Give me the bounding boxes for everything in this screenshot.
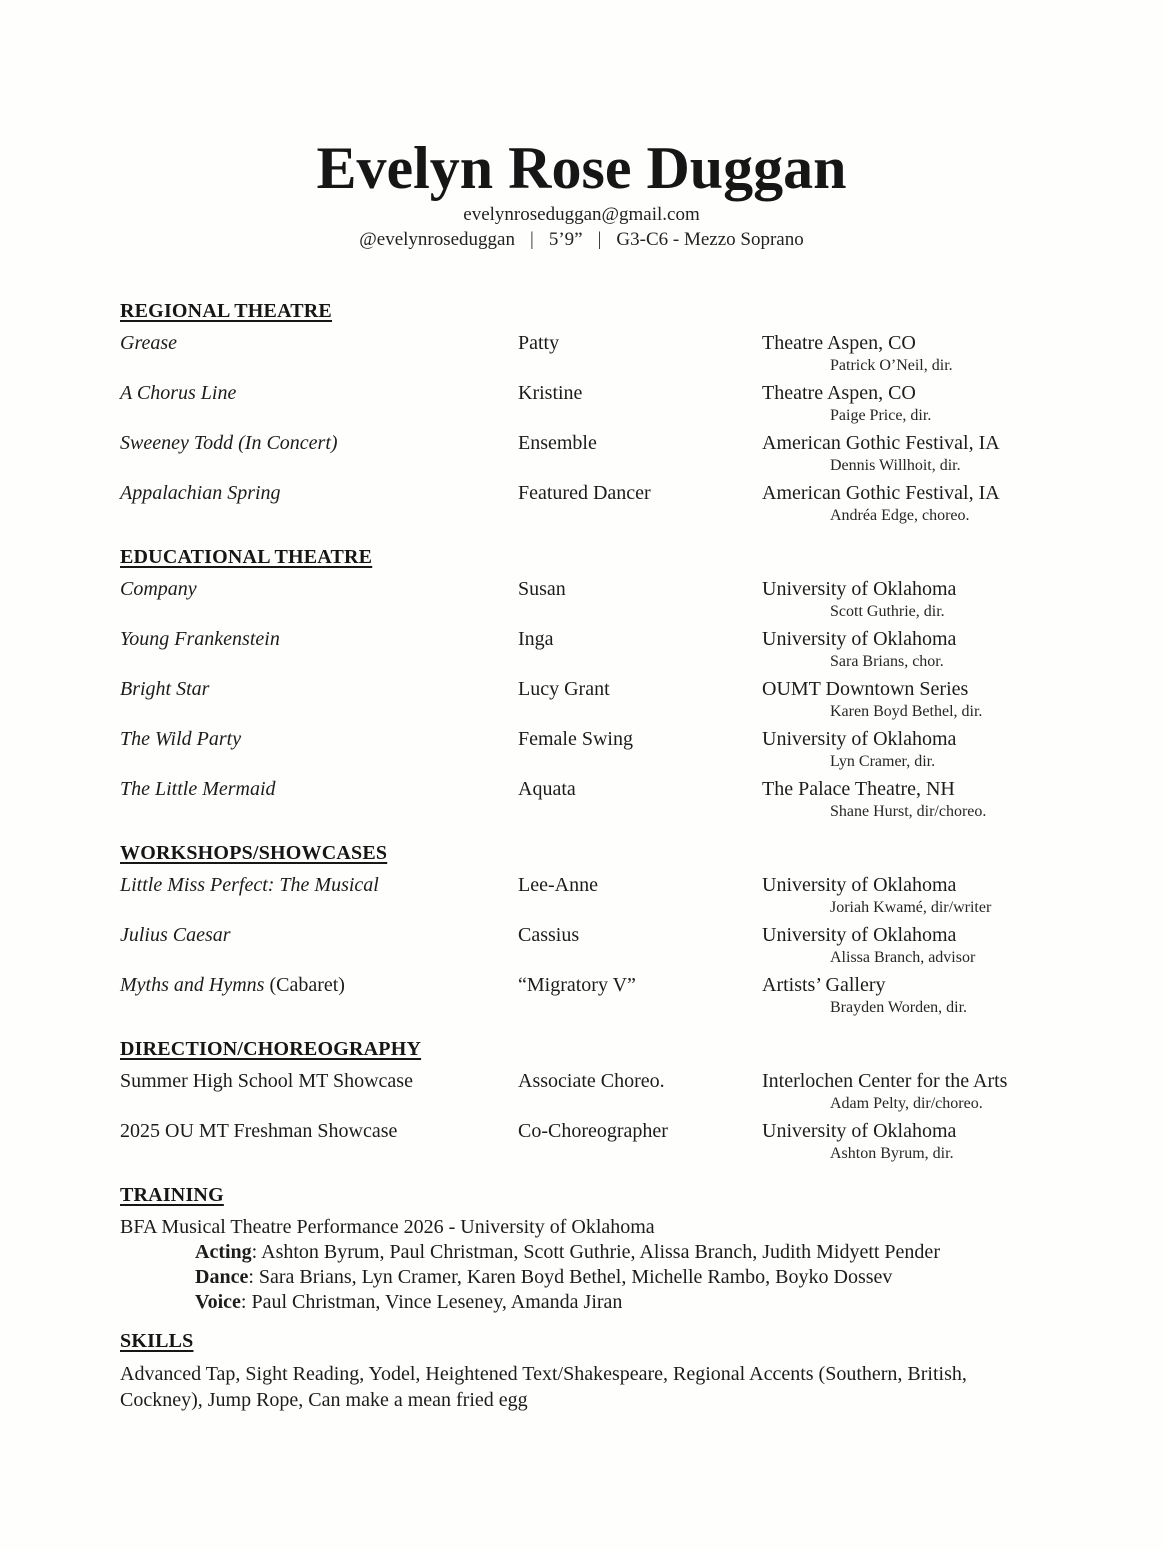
show-title: Bright Star [120,678,210,700]
show-title: The Little Mermaid [120,778,276,800]
venue-text: Theatre Aspen, CO [762,382,916,404]
role-text: Female Swing [518,728,633,750]
resume-header [100,135,1063,253]
show-cell [120,431,518,455]
show-title: The Wild Party [120,728,242,750]
credit-text: Sara Brians, chor. [830,653,944,670]
show-cell [120,1119,518,1143]
role-text: Lee-Anne [518,874,598,896]
venue-text: Artists’ Gallery [762,974,886,996]
credit-text: Shane Hurst, dir/choreo. [830,803,987,820]
role-text: “Migratory V” [518,974,636,996]
section-title: TRAINING [120,1184,224,1206]
training-value: : Paul Christman, Vince Leseney, Amanda Jiran [240,1291,623,1313]
credit-text: Alissa Branch, advisor [830,949,976,966]
show-cell [120,873,518,897]
credit-text: Patrick O’Neil, dir. [830,357,953,374]
role-text: Featured Dancer [518,482,651,504]
training-value: : Sara Brians, Lyn Cramer, Karen Boyd Bethel, Michelle Rambo, Boyko Dossev [248,1266,893,1288]
venue-text: American Gothic Festival, IA [762,432,1000,454]
venue-text: University of Oklahoma [762,874,957,896]
venue-text: University of Oklahoma [762,578,957,600]
show-title: 2025 OU MT Freshman Showcase [120,1120,398,1142]
training-label: Acting [195,1241,252,1263]
separator-pipe: | [530,229,534,250]
contact-line [100,227,1063,253]
show-cell [120,973,518,997]
role-text: Patty [518,332,560,354]
credit-row [120,381,1063,431]
venue-text: University of Oklahoma [762,728,957,750]
credit-text: Paige Price, dir. [830,407,932,424]
credit-text: Dennis Willhoit, dir. [830,457,961,474]
venue-text: Theatre Aspen, CO [762,332,916,354]
credit-text: Karen Boyd Bethel, dir. [830,703,983,720]
training-label: Dance [195,1266,249,1288]
person-name: Evelyn Rose Duggan [316,135,847,201]
credit-row [120,627,1063,677]
venue-text: University of Oklahoma [762,1120,957,1142]
show-title: Grease [120,332,178,354]
show-title: Appalachian Spring [120,482,281,504]
credit-text: Scott Guthrie, dir. [830,603,945,620]
credit-text: Joriah Kwamé, dir/writer [830,899,992,916]
training-label: Voice [195,1291,241,1313]
credit-row [120,873,1063,923]
credit-row [120,577,1063,627]
section-title: WORKSHOPS/SHOWCASES [120,842,388,864]
show-suffix: (Cabaret) [264,974,345,996]
role-text: Inga [518,628,554,650]
show-title: Company [120,578,197,600]
role-text: Ensemble [518,432,597,454]
show-cell [120,331,518,355]
separator-pipe: | [597,229,602,250]
role-text: Susan [518,578,566,600]
section-regional-theatre [120,299,1063,531]
venue-text: Interlochen Center for the Arts [762,1070,1008,1092]
role-text: Co-Choreographer [518,1120,668,1142]
credit-row [120,973,1063,1023]
show-title: A Chorus Line [120,382,237,404]
credit-text: Lyn Cramer, dir. [830,753,936,770]
venue-text: The Palace Theatre, NH [762,778,955,800]
section-title: DIRECTION/CHOREOGRAPHY [120,1038,422,1060]
credit-text: Adam Pelty, dir/choreo. [830,1095,983,1112]
role-text: Aquata [518,778,576,800]
section-educational-theatre [120,545,1063,827]
degree-text: BFA Musical Theatre Performance 2026 - University of Oklahoma [120,1216,655,1238]
show-title: Julius Caesar [120,924,231,946]
training-value: : Ashton Byrum, Paul Christman, Scott Guthrie, Alissa Branch, Judith Midyett Pender [251,1241,940,1263]
credit-row [120,1119,1063,1169]
show-cell [120,677,518,701]
social-handle: @evelynroseduggan [359,229,515,250]
credit-row [120,677,1063,727]
credit-row [120,777,1063,827]
section-workshops-showcases [120,841,1063,1023]
show-cell [120,381,518,405]
credit-text: Andréa Edge, choreo. [830,507,970,524]
vocal-range-text: G3-C6 - Mezzo Soprano [616,229,804,250]
credit-row [120,431,1063,481]
show-title: Myths and Hymns [120,974,265,996]
role-text: Associate Choreo. [518,1070,665,1092]
show-cell [120,923,518,947]
section-skills [120,1329,1063,1413]
skills-text: Advanced Tap, Sight Reading, Yodel, Heightened Text/Shakespeare, Regional Accents (Southern, British, Cockney), Jump Rope, Can make a mean fried egg [120,1363,967,1411]
venue-text: OUMT Downtown Series [762,678,969,700]
show-title: Little Miss Perfect: The Musical [120,874,379,896]
credit-text: Ashton Byrum, dir. [830,1145,954,1162]
credit-text: Brayden Worden, dir. [830,999,968,1016]
venue-text: University of Oklahoma [762,628,957,650]
training-item-dance [120,1265,1063,1290]
role-text: Cassius [518,924,580,946]
section-training [120,1183,1063,1315]
email-text: evelynroseduggan@gmail.com [463,204,700,225]
venue-text: American Gothic Festival, IA [762,482,1000,504]
resume-body [120,299,1063,1413]
show-title: Sweeney Todd (In Concert) [120,432,338,454]
height-text: 5’9” [548,229,583,250]
training-item-voice [120,1290,1063,1315]
role-text: Kristine [518,382,583,404]
show-title: Summer High School MT Showcase [120,1070,413,1092]
credit-row [120,923,1063,973]
show-cell [120,727,518,751]
section-title: EDUCATIONAL THEATRE [120,546,373,568]
venue-text: University of Oklahoma [762,924,957,946]
credit-row [120,331,1063,381]
credit-row [120,481,1063,531]
role-text: Lucy Grant [518,678,610,700]
show-cell [120,481,518,505]
training-item-acting [120,1240,1063,1265]
section-title: SKILLS [120,1330,194,1352]
show-title: Young Frankenstein [120,628,280,650]
show-cell [120,777,518,801]
show-cell [120,1069,518,1093]
credit-row [120,727,1063,777]
section-title: REGIONAL THEATRE [120,300,332,322]
credit-row [120,1069,1063,1119]
show-cell [120,627,518,651]
section-direction-choreography [120,1037,1063,1169]
show-cell [120,577,518,601]
